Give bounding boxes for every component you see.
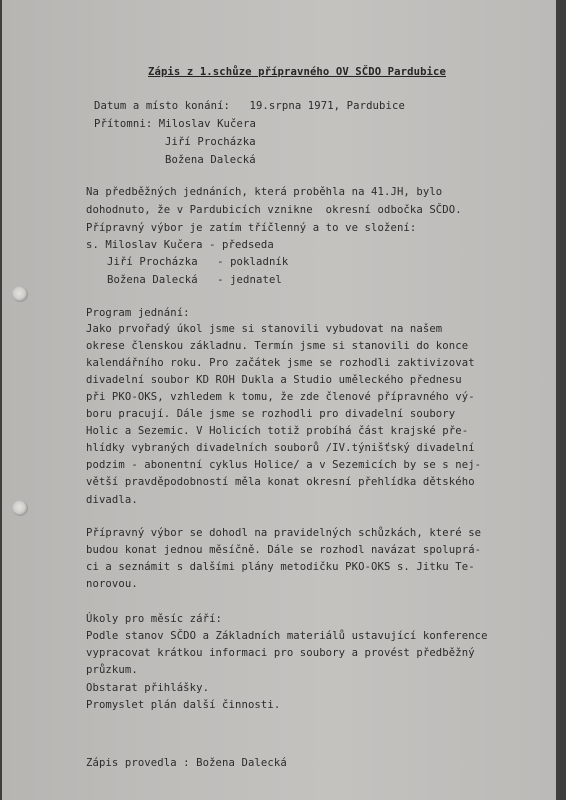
- committee-member: Božena Dalecká - jednatel: [107, 274, 282, 286]
- committee-member: Jiří Procházka - pokladník: [107, 256, 289, 268]
- meetings-line: ci a seznámit s dalšími plány metodičku PKO-OKS s. Jitku Te-: [86, 561, 475, 573]
- attendees-line-2: Jiří Procházka: [165, 136, 256, 148]
- punch-hole-bottom: [12, 500, 28, 516]
- program-line: Jako prvořadý úkol jsme si stanovili vybudovat na našem: [86, 323, 443, 335]
- program-line: divadelní soubor KD ROH Dukla a Studio uměleckého přednesu: [86, 374, 462, 386]
- intro-line: dohodnuto, že v Pardubicích vznikne okresní odbočka SČDO.: [86, 204, 462, 216]
- signature-line: Zápis provedla : Božena Dalecká: [86, 757, 287, 769]
- program-line: při PKO-OKS, vzhledem k tomu, že zde členové přípravného vý-: [86, 391, 475, 403]
- program-line: větší pravděpodobností měla konat okresní přehlídka dětského: [86, 476, 475, 488]
- program-line: divadla.: [86, 494, 138, 506]
- document-title: Zápis z 1.schůze přípravného OV SČDO Pardubice: [148, 66, 446, 78]
- document-page: [2, 0, 556, 800]
- tasks-line: Promyslet plán další činnosti.: [86, 699, 281, 711]
- intro-line: Přípravný výbor je zatím tříčlenný a to ve složení:: [86, 222, 417, 234]
- program-line: kalendářního roku. Pro začátek jsme se rozhodli zaktivizovat: [86, 357, 475, 369]
- tasks-line: Obstarat přihlášky.: [86, 682, 210, 694]
- program-line: okrese členskou základnu. Termín jsme si stanovili do konce: [86, 340, 469, 352]
- intro-line: Na předběžných jednáních, která proběhla na 41.JH, bylo: [86, 186, 443, 198]
- attendees-line-3: Božena Dalecká: [165, 154, 256, 166]
- program-heading: Program jednání:: [86, 307, 190, 319]
- program-line: hlídky vybraných divadelních souborů /IV.týnišťský divadelní: [86, 442, 475, 454]
- committee-member: s. Miloslav Kučera - předseda: [86, 239, 274, 251]
- meetings-line: budou konat jednou měsíčně. Dále se rozhodl navázat spoluprá-: [86, 544, 482, 556]
- tasks-heading: Úkoly pro měsíc září:: [86, 613, 223, 625]
- program-line: podzim - abonentní cyklus Holice/ a v Sezemicích by se s nej-: [86, 459, 482, 471]
- punch-hole-top: [12, 286, 28, 302]
- meetings-line: norovou.: [86, 578, 138, 590]
- attendees-line-1: Přítomni: Miloslav Kučera: [94, 118, 256, 130]
- program-line: boru pracují. Dále jsme se rozhodli pro divadelní soubory: [86, 408, 456, 420]
- tasks-line: průzkum.: [86, 664, 138, 676]
- tasks-line: vypracovat krátkou informaci pro soubory a provést předběžný: [86, 647, 475, 659]
- program-line: Holic a Sezemic. V Holicích totiž probíhá část krajské pře-: [86, 425, 469, 437]
- meetings-line: Přípravný výbor se dohodl na pravidelných schůzkách, které se: [86, 527, 482, 539]
- meeting-date-place: Datum a místo konání: 19.srpna 1971, Pardubice: [94, 100, 405, 112]
- tasks-line: Podle stanov SČDO a Základních materiálů ustavující konference: [86, 630, 488, 642]
